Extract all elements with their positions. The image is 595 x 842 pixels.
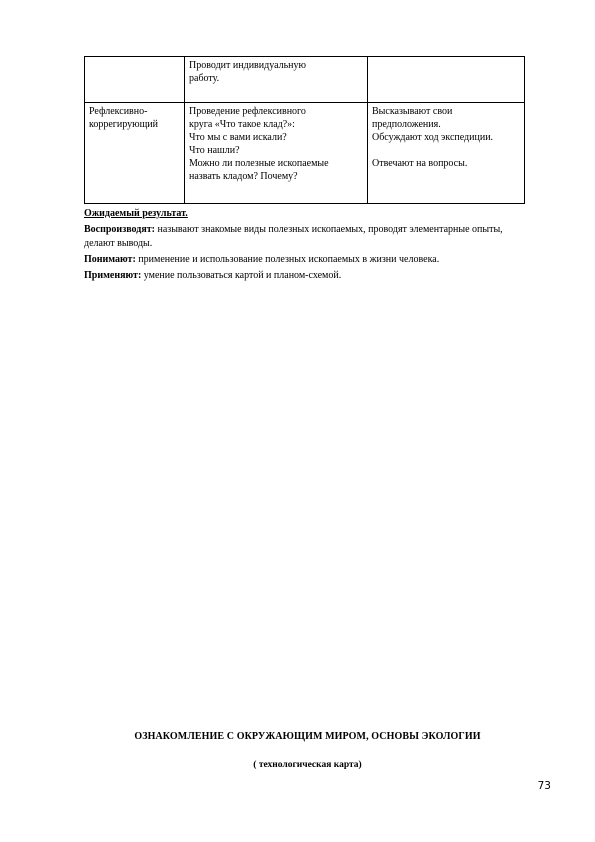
section-title: ОЗНАКОМЛЕНИЕ С ОКРУЖАЮЩИМ МИРОМ, ОСНОВЫ ЭКОЛОГИИ (134, 731, 481, 742)
understand-label: Понимают: (84, 254, 136, 265)
cell-text-line: круга «Что такое клад?»: (189, 119, 295, 130)
apply-label: Применяют: (84, 270, 142, 281)
page-number: 73 (537, 780, 551, 792)
table-row (85, 103, 525, 204)
cell-text-line: Высказывают свои (372, 106, 453, 117)
results-heading (84, 207, 534, 221)
cell-text-line: Можно ли полезные ископаемые (189, 158, 329, 169)
table-cell-stage (85, 57, 185, 103)
cell-text-line: Рефлексивно- (89, 106, 148, 117)
understand-text: применение и использование полезных ископаемых в жизни человека. (135, 254, 440, 265)
table-cell-teacher-activity (185, 57, 368, 103)
cell-text-line: предположения. (372, 119, 441, 130)
table-cell-teacher-activity (185, 103, 368, 204)
cell-spacer (372, 144, 520, 157)
expected-results (84, 207, 534, 285)
cell-text-line: назвать кладом? Почему? (189, 171, 298, 182)
cell-text-line: Что нашли? (189, 145, 240, 156)
reproduce-label: Воспроизводят: (84, 224, 155, 235)
table-row (85, 57, 525, 103)
table-cell-stage (85, 103, 185, 204)
results-reproduce (84, 223, 534, 251)
cell-text-line: Проведение рефлексивного (189, 106, 306, 117)
cell-text-line: Проводит индивидуальную (189, 60, 306, 71)
apply-text: умение пользоваться картой и планом-схемой. (141, 270, 342, 281)
results-understand (84, 253, 534, 267)
results-apply (84, 269, 534, 283)
results-heading-text: Ожидаемый результат. (84, 208, 188, 219)
cell-text-line: работу. (189, 73, 220, 84)
reproduce-text: называют знакомые виды полезных ископаемых, проводят элементарные опыты, делают выводы. (84, 224, 503, 249)
table-cell-student-activity (368, 57, 525, 103)
section-subtitle: ( технологическая карта) (253, 760, 362, 770)
lesson-table (84, 56, 525, 204)
cell-text-line: Обсуждают ход экспедиции. (372, 132, 494, 143)
cell-text-line: коррегирующий (89, 119, 158, 130)
cell-text-line: Что мы с вами искали? (189, 132, 287, 143)
table-cell-student-activity (368, 103, 525, 204)
cell-text-line: Отвечают на вопросы. (372, 158, 468, 169)
